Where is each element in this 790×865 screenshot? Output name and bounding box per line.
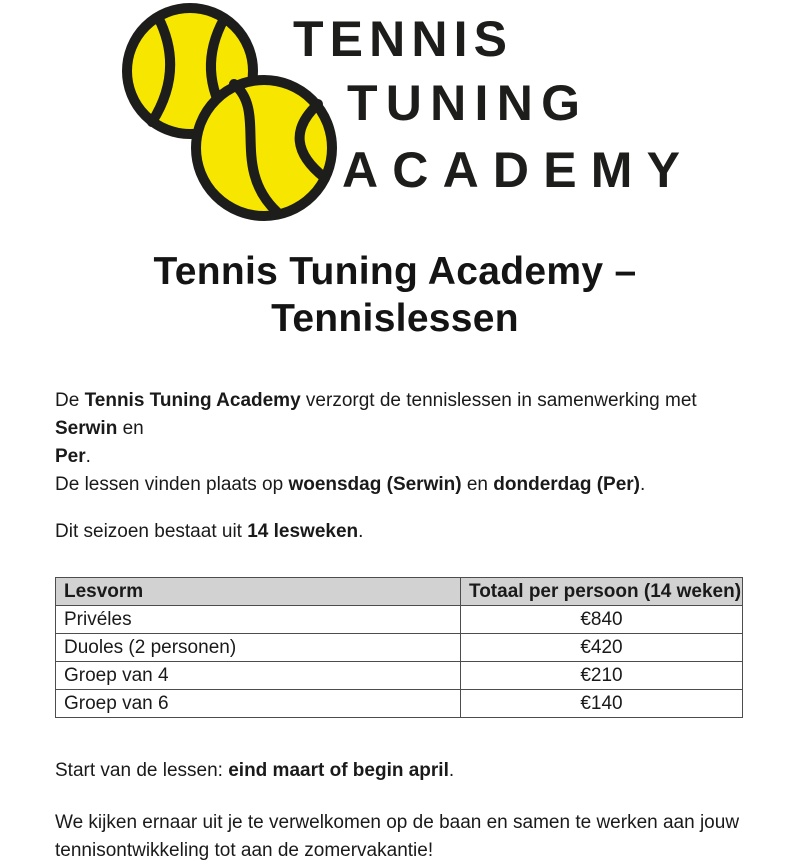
logo-word-tennis: TENNIS [293,11,507,67]
column-header-lesvorm: Lesvorm [56,578,461,606]
tennis-ball-front-icon [196,80,332,216]
logo-word-tuning: TUNING [347,75,580,131]
price-cell: €420 [461,634,743,662]
table-row [56,662,743,690]
lesson-type-cell: Groep van 4 [56,662,461,690]
logo-word-academy: ACADEMY [342,142,680,198]
price-cell: €140 [461,690,743,718]
bold-text: eind maart of begin april [228,760,449,781]
pricing-table [55,577,743,718]
document-body [0,387,790,865]
page-title: Tennis Tuning Academy – Tennislessen [153,250,637,340]
closing-paragraph: We kijken ernaar uit je te verwelkomen op de baan en samen te werken aan jouw tennisontwikkeling tot aan de zomervakantie! [55,812,740,861]
bold-text: woensdag (Serwin) [288,474,462,495]
bold-text: Serwin [55,418,118,439]
bold-text: donderdag (Per) [493,474,641,495]
table-row [56,690,743,718]
table-row [56,606,743,634]
lesson-type-cell: Groep van 6 [56,690,461,718]
table-row [56,634,743,662]
bold-text: Per [55,446,86,467]
price-cell: €210 [461,662,743,690]
intro-paragraph: De Tennis Tuning Academy verzorgt de tennislessen in samenwerking met Serwin en Per. De lessen vinden plaats op woensdag (Serwin) en donderdag (Per). [55,390,697,495]
tennis-tuning-academy-logo [0,0,790,232]
bold-text: Tennis Tuning Academy [84,390,301,411]
lesson-type-cell: Privéles [56,606,461,634]
lesson-type-cell: Duoles (2 personen) [56,634,461,662]
table-header-row [56,578,743,606]
price-cell: €840 [461,606,743,634]
column-header-totaal: Totaal per persoon (14 weken) [461,578,743,606]
season-paragraph: Dit seizoen bestaat uit 14 lesweken. [55,521,364,542]
start-paragraph: Start van de lessen: eind maart of begin april. [55,760,455,781]
bold-text: 14 lesweken [247,521,359,542]
